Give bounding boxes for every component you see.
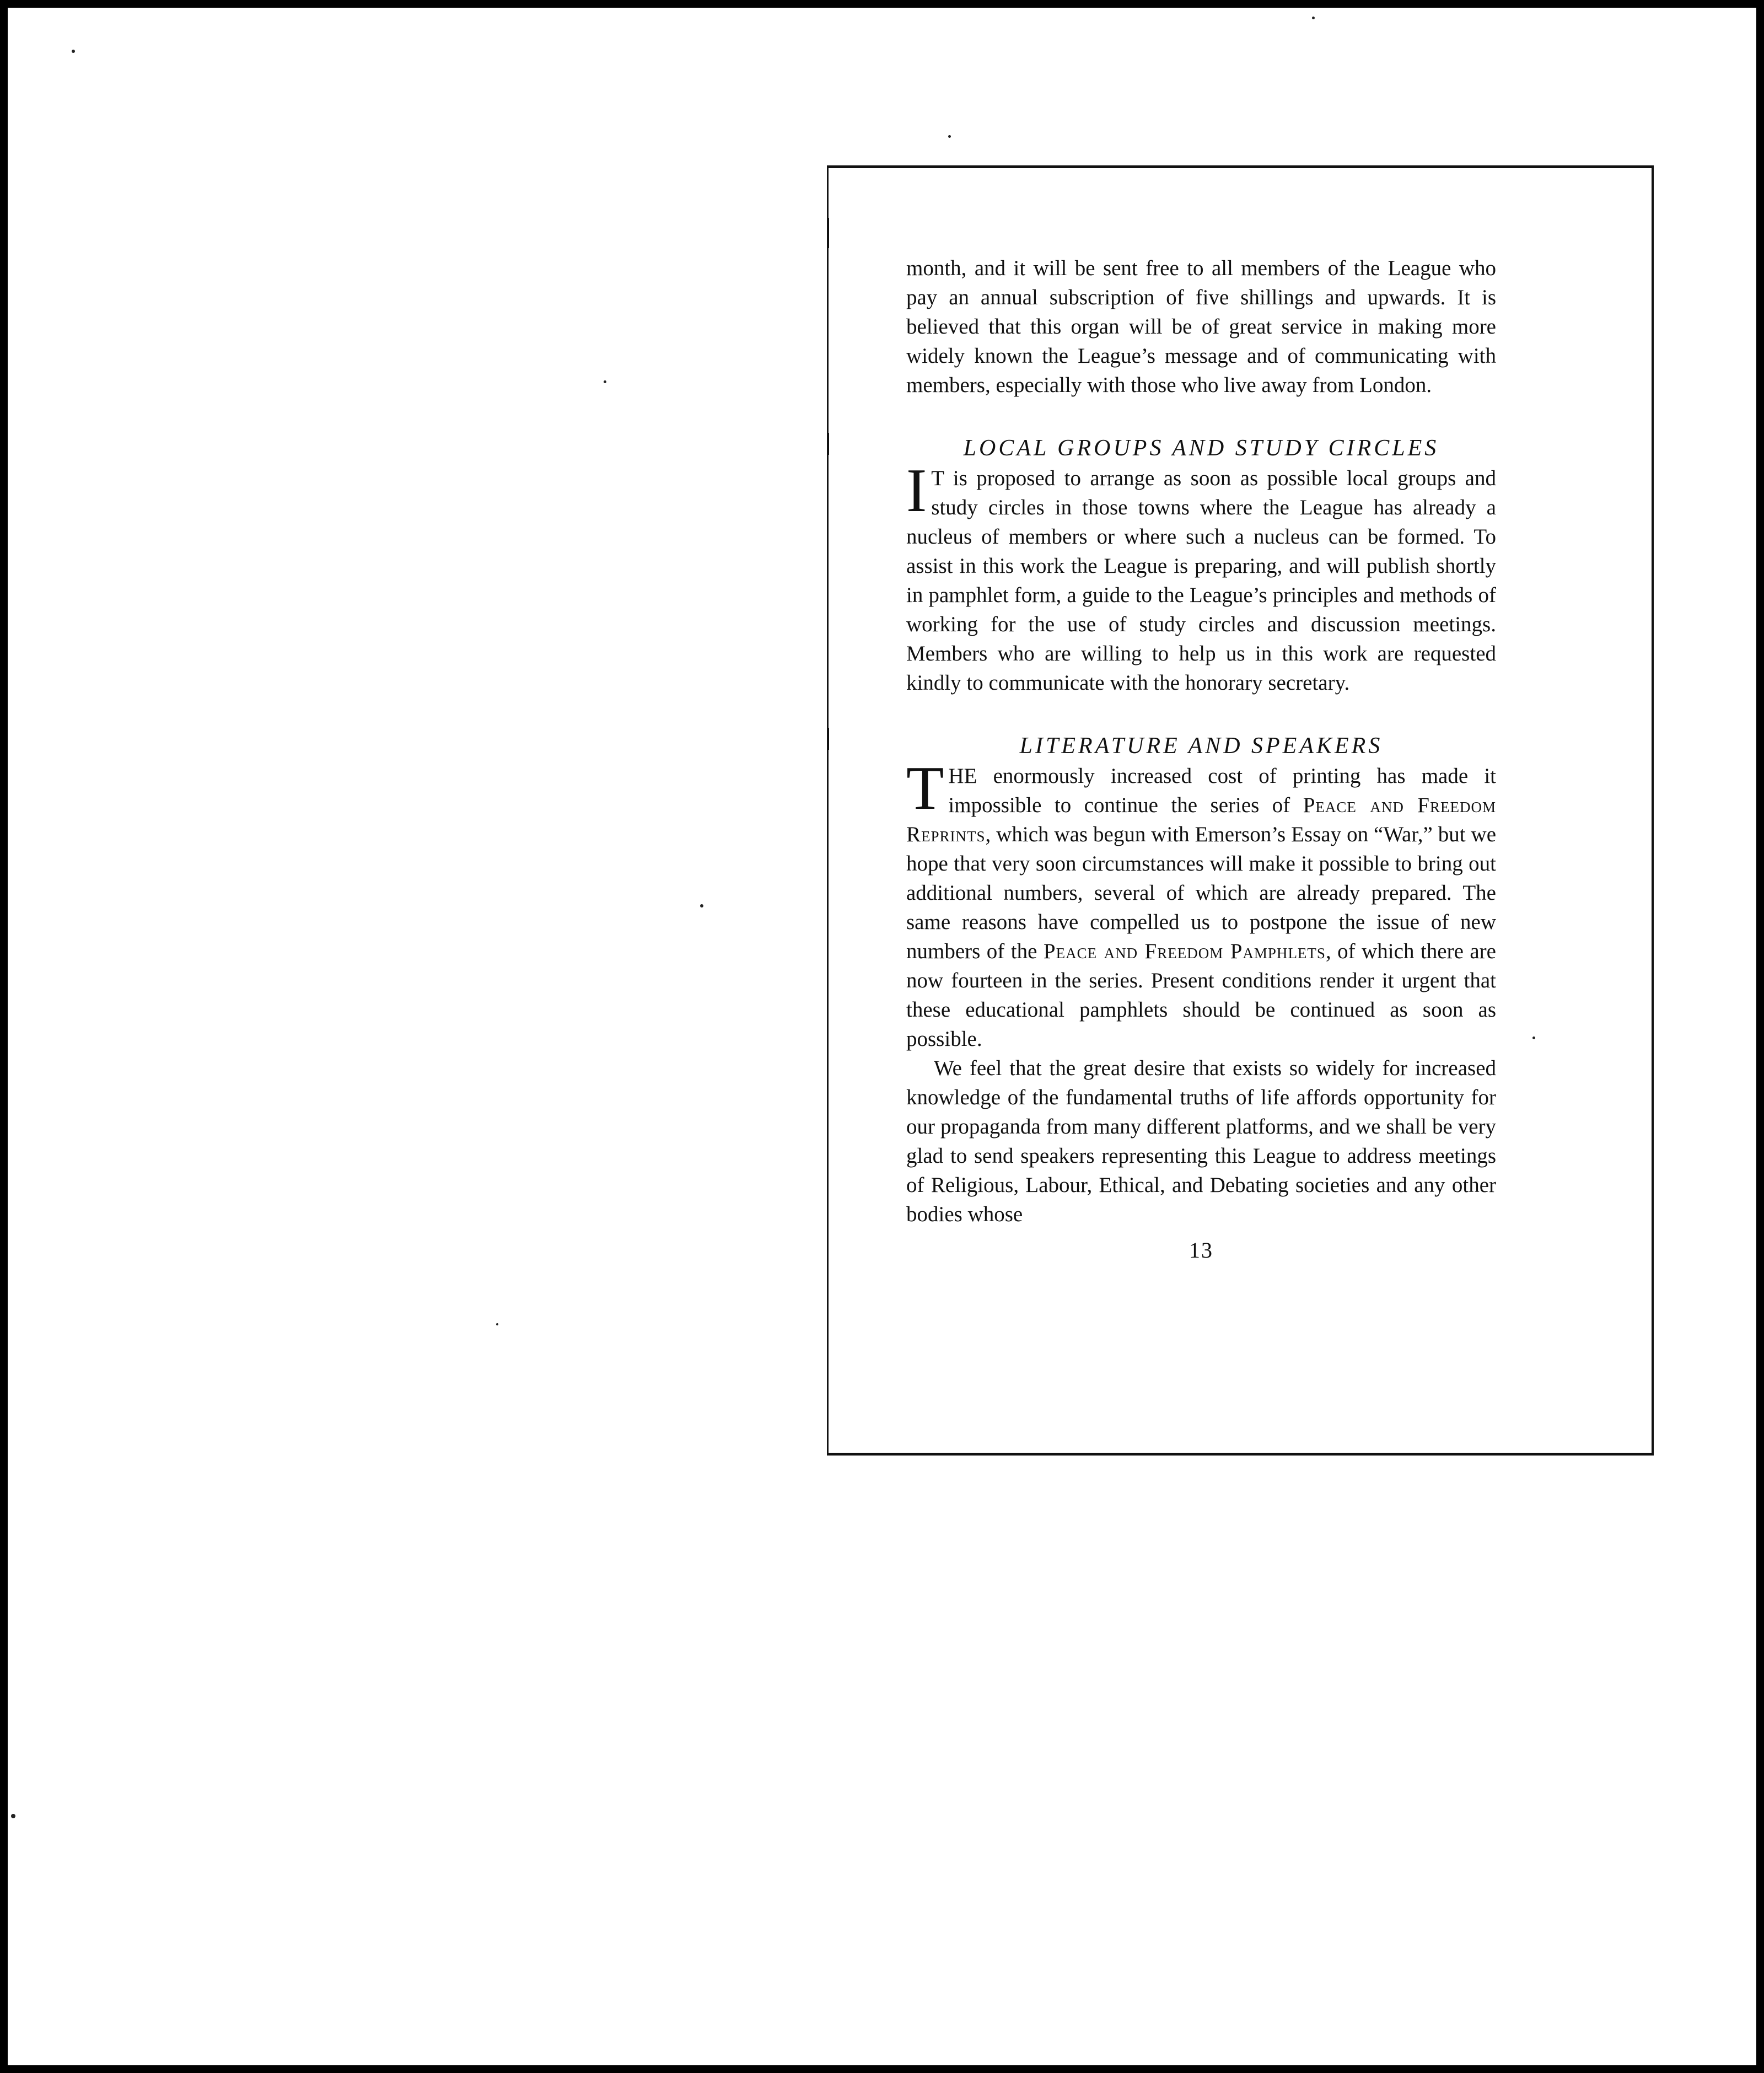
margin-mark: [827, 218, 829, 248]
heading-local-groups: LOCAL GROUPS AND STUDY CIRCLES: [963, 436, 1439, 461]
heading-literature-speakers: LITERATURE AND SPEAKERS: [1019, 733, 1383, 759]
scan-speck: [604, 380, 606, 383]
scan-speck: [72, 50, 75, 53]
paragraph-body: , which was begun with Emerson’s Essay on “War,” but we hope that very soon circumstances will make it possible to bring out additional numbers, several of which are already prepared. The same reasons have compelled us to postpone the issue of new numbers of the: [906, 823, 1496, 963]
scan-speck: [1312, 17, 1315, 19]
scan-speck: [496, 1323, 498, 1325]
scan-speck: [700, 904, 703, 907]
paragraph-body: T is proposed to arrange as soon as possible local groups and study circles in those towns where the League has already a nucleus of members or where such a nucleus can be formed. To assist in this work the League is preparing, and will publish shortly in pamphlet form, a guide to the League’s principles and methods of working for the use of study circles and discussion meetings. Members who are willing to help us in this work are requested kindly to communicate with the honorary secretary.: [906, 466, 1496, 695]
drop-cap: T: [906, 754, 944, 823]
scan-speck: [948, 135, 951, 138]
paragraph-body: HE enormously increased cost of printing has made it impossible to continue the series of: [948, 764, 1496, 817]
series-title: Peace and Freedom Reprints: [906, 793, 1496, 846]
series-title: Peace and Freedom Pamphlets: [1043, 939, 1326, 963]
paragraph-literature: [906, 754, 1496, 1054]
page-number: 13: [1189, 1238, 1213, 1263]
margin-mark: [827, 728, 829, 750]
scan-speck: [11, 1814, 15, 1818]
margin-mark: [827, 433, 829, 455]
paragraph-speakers: We feel that the great desire that exists so widely for increased knowledge of the fundamental truths of life affords opportunity for our propaganda from many different platforms, and we shall be very glad to send speakers representing this League to address meetings of Religious, Labour, Ethical, and Debating societies and any other bodies whose: [906, 1056, 1496, 1226]
paragraph-local-groups: [906, 457, 1496, 697]
continuation-paragraph: month, and it will be sent free to all members of the League who pay an annual subscription of five shillings and upwards. It is believed that this organ will be of great service in making more widely known the League’s message and of communicating with members, especially with those who live away from London.: [906, 256, 1496, 397]
page-text: [906, 254, 1496, 1265]
drop-cap: I: [906, 457, 927, 525]
paragraph-body: , of which there are now fourteen in the series. Present conditions render it urgent that these educational pamphlets should be continued as soon as possible.: [906, 939, 1496, 1051]
